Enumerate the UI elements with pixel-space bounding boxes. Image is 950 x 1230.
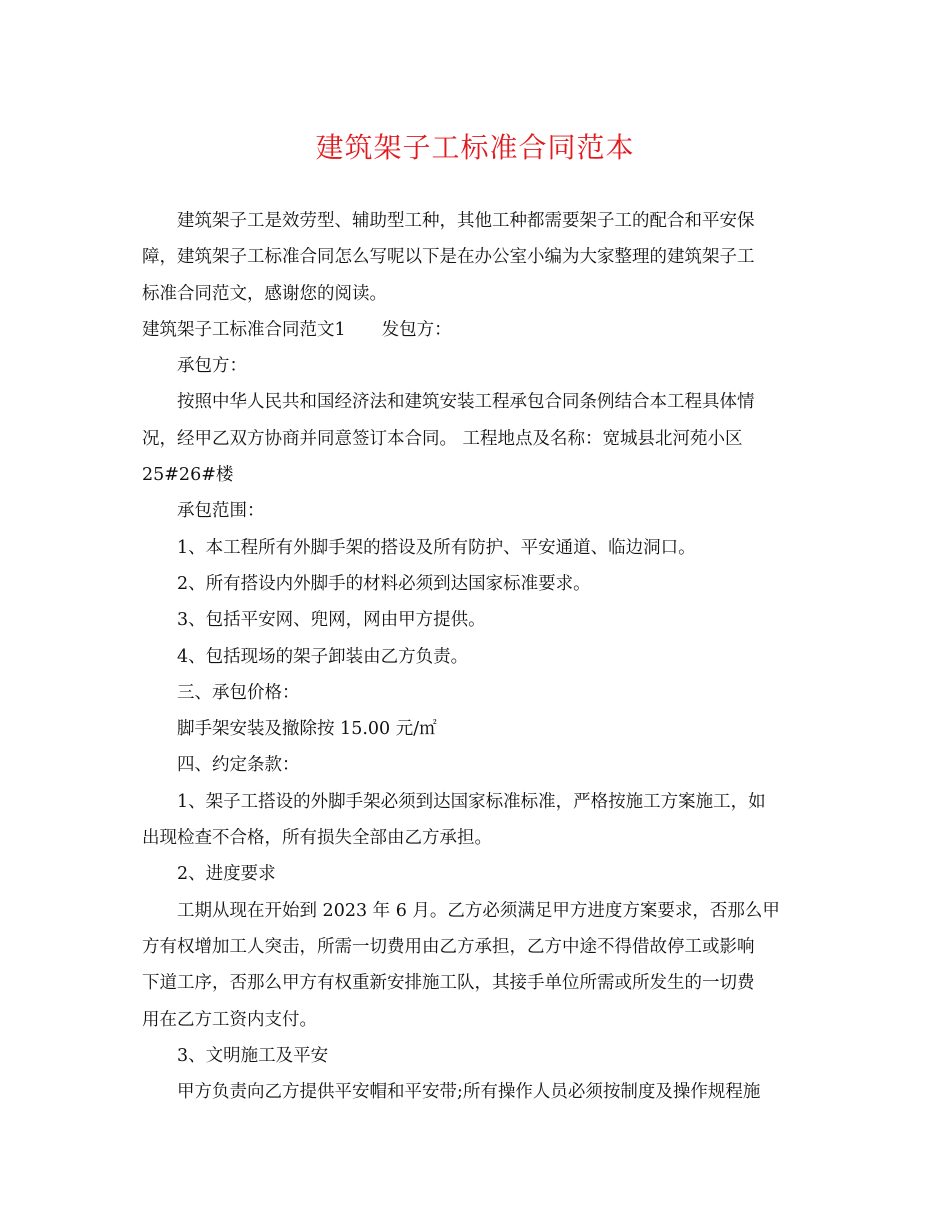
- contractor-label: 承包方：: [177, 356, 247, 377]
- scope-item-2: 2、所有搭设内外脚手的材料必须到达国家标准要求。: [177, 573, 591, 594]
- term2-line-4: 用在乙方工资内支付。: [142, 1009, 317, 1030]
- document-body: [142, 203, 807, 1110]
- employer-label: 发包方：: [381, 319, 452, 340]
- term2-line-2: 方有权增加工人突击，所需一切费用由乙方承担，乙方中途不得借故停工或影响: [142, 936, 755, 957]
- price-title: 三、承包价格：: [177, 682, 300, 703]
- price-line: 脚手架安装及撤除按 15.00 元/㎡: [177, 719, 437, 740]
- sample-heading-line: [142, 312, 807, 348]
- document-title: 建筑架子工标准合同范本: [315, 131, 635, 164]
- intro-line-3: 标准合同范文，感谢您的阅读。: [142, 283, 387, 304]
- term3-title: 3、文明施工及平安: [177, 1045, 329, 1066]
- intro-line-1: 建筑架子工是效劳型、辅助型工种，其他工种都需要架子工的配合和平安保: [177, 211, 755, 231]
- term2-line-1: 工期从现在开始到 2023 年 6 月。乙方必须满足甲方进度方案要求，否那么甲: [177, 900, 780, 921]
- scope-item-3: 3、包括平安网、兜网，网由甲方提供。: [177, 610, 486, 631]
- scope-title: 承包范围：: [177, 501, 265, 522]
- terms-title: 四、约定条款：: [177, 755, 300, 776]
- term1-line-1: 1、架子工搭设的外脚手架必须到达国家标准标准，严格按施工方案施工，如: [177, 791, 766, 812]
- basis-line-2: 况，经甲乙双方协商并同意签订本合同。 工程地点及名称：宽城县北河苑小区: [142, 428, 743, 449]
- intro-line-2: 障，建筑架子工标准合同怎么写呢以下是在办公室小编为大家整理的建筑架子工: [142, 247, 755, 268]
- term3-line-1: 甲方负责向乙方提供平安帽和平安带;所有操作人员必须按制度及操作规程施: [177, 1082, 761, 1103]
- term2-title: 2、进度要求: [177, 864, 276, 885]
- term1-line-2: 出现检查不合格，所有损失全部由乙方承担。: [142, 828, 492, 849]
- basis-line-3: 25#26#楼: [142, 465, 234, 486]
- term2-line-3: 下道工序，否那么甲方有权重新安排施工队，其接手单位所需或所发生的一切费: [142, 973, 755, 994]
- basis-line-1: 按照中华人民共和国经济法和建筑安装工程承包合同条例结合本工程具体情: [177, 392, 755, 413]
- scope-item-1: 1、本工程所有外脚手架的搭设及所有防护、平安通道、临边洞口。: [177, 537, 696, 558]
- sample-heading: 建筑架子工标准合同范文1: [142, 319, 346, 340]
- scope-item-4: 4、包括现场的架子卸装由乙方负责。: [177, 646, 469, 667]
